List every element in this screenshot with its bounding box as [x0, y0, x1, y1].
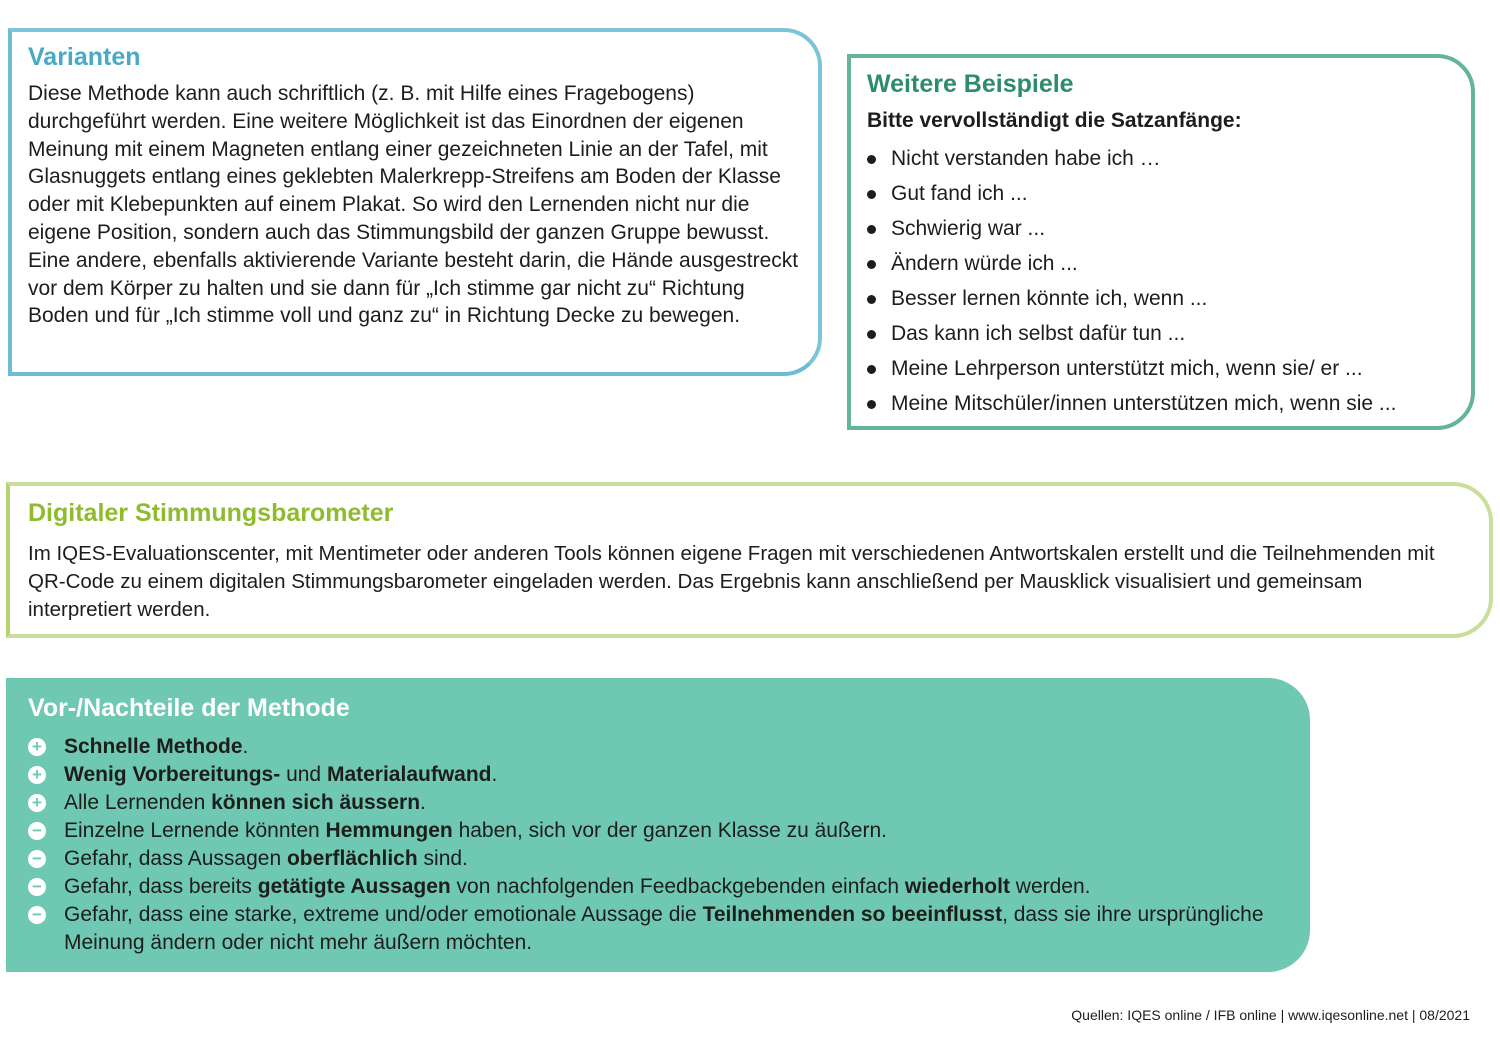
text: .	[242, 735, 249, 758]
con-item	[28, 873, 1290, 901]
minus-circle-icon: −	[28, 822, 46, 840]
text: .	[420, 791, 426, 814]
list-item: Ändern würde ich ...	[867, 246, 1455, 281]
beispiele-title: Weitere Beispiele	[867, 70, 1074, 98]
varianten-title: Varianten	[28, 43, 141, 71]
minus-circle-icon: −	[28, 850, 46, 868]
minus-circle-icon: −	[28, 878, 46, 896]
list-item: Schwierig war ...	[867, 211, 1455, 246]
text: Gefahr, dass bereits	[64, 875, 258, 898]
bullet-icon	[867, 155, 876, 164]
plus-circle-icon: +	[28, 766, 46, 784]
bold-text: Teilnehmenden so beeinflusst	[702, 903, 1003, 926]
bold-text: getätigte Aussagen	[257, 875, 451, 898]
bullet-icon	[867, 260, 876, 269]
vorteile-list	[28, 733, 1290, 957]
vor-nachteile-box	[6, 678, 1310, 972]
text: , dass sie ihre ursprüngliche Meinung ändern oder nicht mehr äußern möchten.	[64, 903, 1264, 954]
vorteile-title: Vor-/Nachteile der Methode	[28, 694, 350, 722]
plus-circle-icon: +	[28, 794, 46, 812]
list-item: Das kann ich selbst dafür tun ...	[867, 316, 1455, 351]
con-item	[28, 817, 1290, 845]
bold-text: können sich äussern	[211, 791, 421, 814]
list-item: Meine Mitschüler/innen unterstützen mich, wenn sie ...	[867, 386, 1455, 421]
bold-text: oberflächlich	[286, 847, 418, 870]
bullet-icon	[867, 330, 876, 339]
text: Alle Lernenden	[64, 791, 212, 814]
list-item: Gut fand ich ...	[867, 176, 1455, 211]
source-footer: Quellen: IQES online / IFB online | www.iqesonline.net | 08/2021	[1071, 1007, 1470, 1023]
bold-text: Materialaufwand	[326, 763, 492, 786]
pro-item	[28, 789, 1290, 817]
list-item: Besser lernen könnte ich, wenn ...	[867, 281, 1455, 316]
digital-text: Im IQES-Evaluationscenter, mit Mentimeter oder anderen Tools können eigene Fragen mit verschiedenen Antwortskalen erstellt und die Teilnehmenden mit QR-Code zu einem digitalen Stimmungsbarometer eingeladen werden. Das Ergebnis kann anschließend per Mausklick visualisiert und gemeinsam interpretiert werden.	[28, 542, 1435, 621]
minus-circle-icon: −	[28, 906, 46, 924]
varianten-box	[8, 28, 822, 376]
pro-item	[28, 733, 1290, 761]
bold-text: Wenig Vorbereitungs-	[64, 763, 281, 786]
bold-text: Hemmungen	[325, 819, 453, 842]
text: sind.	[417, 847, 468, 870]
text: .	[491, 763, 498, 786]
con-item	[28, 845, 1290, 873]
beispiele-list	[867, 141, 1455, 421]
text: Gefahr, dass eine starke, extreme und/oder emotionale Aussage die	[64, 903, 703, 926]
digital-title: Digitaler Stimmungsbarometer	[28, 499, 394, 527]
list-item: Meine Lehrperson unterstützt mich, wenn sie/ er ...	[867, 351, 1455, 386]
bold-text: wiederholt	[904, 875, 1010, 898]
text: haben, sich vor der ganzen Klasse zu äußern.	[452, 819, 887, 842]
plus-circle-icon: +	[28, 738, 46, 756]
text: werden.	[1009, 875, 1091, 898]
pro-item	[28, 761, 1290, 789]
con-item	[28, 901, 1290, 957]
bold-text: Schnelle Methode	[64, 735, 243, 758]
text: von nachfolgenden Feedbackgebenden einfach	[450, 875, 905, 898]
digitaler-stimmungsbarometer-box	[6, 482, 1493, 638]
bullet-icon	[867, 225, 876, 234]
text: Einzelne Lernende könnten	[64, 819, 326, 842]
bullet-icon	[867, 295, 876, 304]
bullet-icon	[867, 365, 876, 374]
bullet-icon	[867, 190, 876, 199]
list-item: Nicht verstanden habe ich …	[867, 141, 1455, 176]
text: Gefahr, dass Aussagen	[64, 847, 287, 870]
bullet-icon	[867, 400, 876, 409]
text: und	[280, 763, 327, 786]
weitere-beispiele-box	[847, 54, 1475, 430]
beispiele-intro: Bitte vervollständigt die Satzanfänge:	[867, 109, 1242, 132]
varianten-text: Diese Methode kann auch schriftlich (z. B. mit Hilfe eines Fragebogens) durchgeführt werden. Eine weitere Möglichkeit ist das Einordnen der eigenen Meinung mit einem Magneten entlang einer gezeichneten Linie an der Tafel, mit Glasnuggets entlang eines geklebten Malerkrepp-Streifens am Boden der Klasse oder mit Klebepunkten auf einem Plakat. So wird den Lernenden nicht nur die eigene Position, sondern auch das Stimmungsbild der ganzen Gruppe bewusst. Eine andere, ebenfalls aktivierende Variante besteht darin, die Hände ausgestreckt vor dem Körper zu halten und sie dann für „Ich stimme gar nicht zu“ Richtung Boden und für „Ich stimme voll und ganz zu“ in Richtung Decke zu bewegen.	[28, 82, 799, 328]
